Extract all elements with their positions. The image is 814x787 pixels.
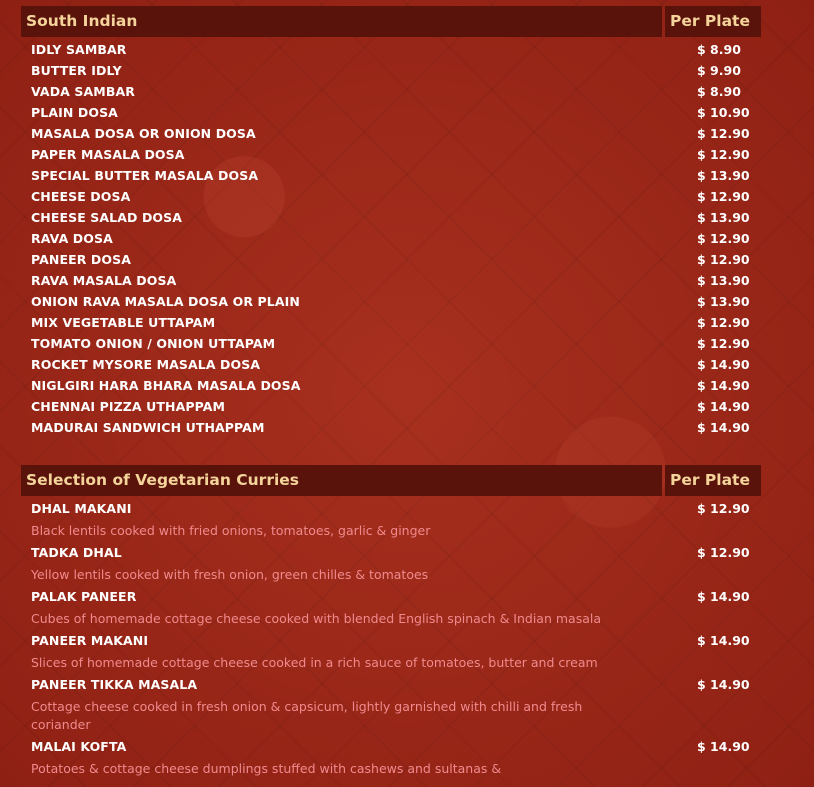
item-name: CHEESE SALAD DOSA: [31, 210, 183, 225]
item-name: VADA SAMBAR: [31, 84, 135, 99]
item-price: $ 12.90: [697, 189, 750, 204]
item-description: Cubes of homemade cottage cheese cooked with blended English spinach & Indian masala: [31, 611, 602, 626]
item-name: TOMATO ONION / ONION UTTAPAM: [31, 336, 276, 351]
menu-item: [21, 375, 761, 396]
menu-item: [21, 102, 761, 123]
menu-item: [21, 186, 761, 207]
item-price: $ 13.90: [697, 273, 750, 288]
section-title: Selection of Vegetarian Curries: [21, 465, 662, 496]
item-name: CHEESE DOSA: [31, 189, 131, 204]
item-name: PAPER MASALA DOSA: [31, 147, 185, 162]
menu-item: [21, 60, 761, 81]
item-name: PANEER MAKANI: [31, 633, 149, 648]
item-price: $ 12.90: [697, 315, 750, 330]
item-description: Cottage cheese cooked in fresh onion & capsicum, lightly garnished with chilli and fresh coriander: [31, 699, 583, 732]
item-name: RAVA MASALA DOSA: [31, 273, 177, 288]
item-name: IDLY SAMBAR: [31, 42, 127, 57]
item-price: $ 9.90: [697, 63, 741, 78]
item-description: Slices of homemade cottage cheese cooked in a rich sauce of tomatoes, butter and cream: [31, 655, 598, 670]
menu-list: [21, 499, 761, 778]
item-name: MADURAI SANDWICH UTHAPPAM: [31, 420, 265, 435]
menu-item: [21, 249, 761, 270]
item-price: $ 10.90: [697, 105, 750, 120]
item-price: $ 14.90: [697, 420, 750, 435]
item-price: $ 13.90: [697, 294, 750, 309]
item-name: MASALA DOSA OR ONION DOSA: [31, 126, 256, 141]
item-price: $ 8.90: [697, 84, 741, 99]
menu-item: [21, 81, 761, 102]
item-name: PLAIN DOSA: [31, 105, 118, 120]
menu-item-row: [21, 675, 761, 694]
item-price: $ 14.90: [697, 633, 750, 648]
item-name: MALAI KOFTA: [31, 739, 127, 754]
item-price: $ 14.90: [697, 589, 750, 604]
menu-item: [21, 312, 761, 333]
vegetarian-curries-section: [21, 465, 761, 781]
price-column-header: Per Plate: [665, 465, 761, 496]
item-price: $ 14.90: [697, 677, 750, 692]
item-name: RAVA DOSA: [31, 231, 113, 246]
menu-item: [21, 354, 761, 375]
menu-item: [21, 396, 761, 417]
menu-item: [21, 228, 761, 249]
item-name: NIGLGIRI HARA BHARA MASALA DOSA: [31, 378, 301, 393]
section-header: [21, 6, 761, 37]
section-header: [21, 465, 761, 496]
item-price: $ 12.90: [697, 231, 750, 246]
menu-list: [21, 39, 761, 438]
menu-item: [21, 144, 761, 165]
menu-item-row: [21, 737, 761, 756]
menu-item: [21, 631, 761, 672]
menu-item: [21, 675, 761, 734]
item-name: CHENNAI PIZZA UTHAPPAM: [31, 399, 226, 414]
item-name: SPECIAL BUTTER MASALA DOSA: [31, 168, 259, 183]
menu-item: [21, 291, 761, 312]
menu-item: [21, 39, 761, 60]
menu-item-row: [21, 631, 761, 650]
item-price: $ 12.90: [697, 336, 750, 351]
item-description: Potatoes & cottage cheese dumplings stuffed with cashews and sultanas &: [31, 761, 502, 776]
item-price: $ 13.90: [697, 168, 750, 183]
item-description: Black lentils cooked with fried onions, tomatoes, garlic & ginger: [31, 523, 431, 538]
menu-item-row: [21, 499, 761, 518]
item-price: $ 14.90: [697, 378, 750, 393]
menu-item: [21, 270, 761, 291]
item-price: $ 14.90: [697, 357, 750, 372]
item-name: TADKA DHAL: [31, 545, 122, 560]
menu-item: [21, 165, 761, 186]
item-price: $ 12.90: [697, 126, 750, 141]
item-name: ONION RAVA MASALA DOSA OR PLAIN: [31, 294, 300, 309]
menu-item: [21, 123, 761, 144]
price-column-header: Per Plate: [665, 6, 761, 37]
item-price: $ 12.90: [697, 501, 750, 516]
item-name: PANEER TIKKA MASALA: [31, 677, 198, 692]
item-name: ROCKET MYSORE MASALA DOSA: [31, 357, 261, 372]
south-indian-section: [21, 6, 761, 438]
item-price: $ 8.90: [697, 42, 741, 57]
menu-item: [21, 737, 761, 778]
item-name: BUTTER IDLY: [31, 63, 122, 78]
item-price: $ 14.90: [697, 399, 750, 414]
item-price: $ 13.90: [697, 210, 750, 225]
menu-item-row: [21, 587, 761, 606]
item-name: PALAK PANEER: [31, 589, 137, 604]
item-price: $ 12.90: [697, 147, 750, 162]
item-name: DHAL MAKANI: [31, 501, 132, 516]
menu-item-row: [21, 543, 761, 562]
item-price: $ 14.90: [697, 739, 750, 754]
menu-item: [21, 587, 761, 628]
item-price: $ 12.90: [697, 252, 750, 267]
item-name: MIX VEGETABLE UTTAPAM: [31, 315, 216, 330]
menu-item: [21, 333, 761, 354]
item-description: Yellow lentils cooked with fresh onion, green chilles & tomatoes: [31, 567, 429, 582]
item-price: $ 12.90: [697, 545, 750, 560]
menu-item: [21, 207, 761, 228]
menu-item: [21, 417, 761, 438]
menu-item: [21, 543, 761, 584]
section-title: South Indian: [21, 6, 662, 37]
item-name: PANEER DOSA: [31, 252, 131, 267]
menu-item: [21, 499, 761, 540]
